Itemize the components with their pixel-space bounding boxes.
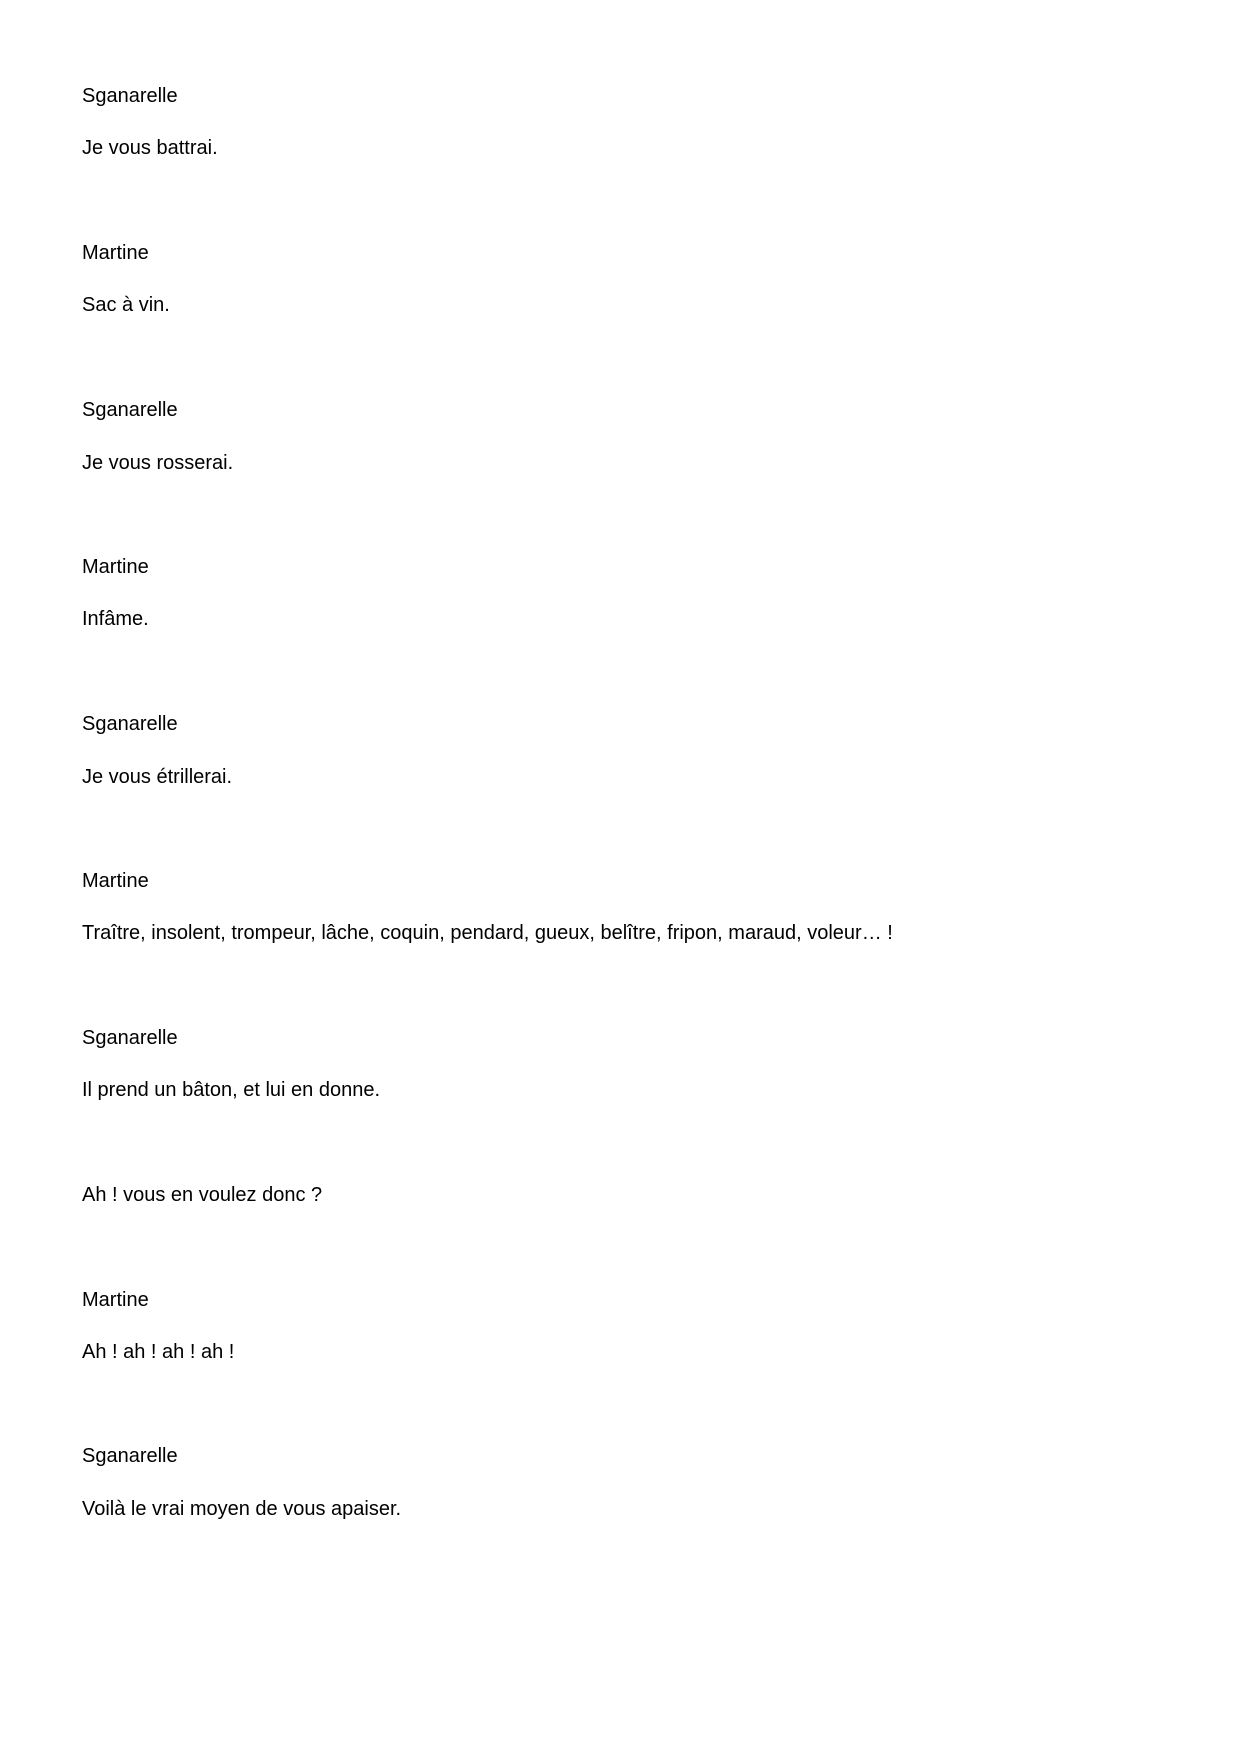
speech-line: Ah ! vous en voulez donc ? xyxy=(82,1184,323,1206)
speech-line: Sac à vin. xyxy=(82,294,170,316)
speaker-name: Martine xyxy=(82,242,149,264)
speech-line: Traître, insolent, trompeur, lâche, coquin, pendard, gueux, belître, fripon, maraud, voleur… ! xyxy=(82,922,893,944)
speaker-name: Martine xyxy=(82,1289,149,1311)
speech-line: Je vous battrai. xyxy=(82,137,218,159)
speaker-name: Sganarelle xyxy=(82,1445,178,1467)
speech-line: Je vous étrillerai. xyxy=(82,766,233,788)
speaker-name: Sganarelle xyxy=(82,85,178,107)
speech-line: Voilà le vrai moyen de vous apaiser. xyxy=(82,1498,402,1520)
speech-line: Infâme. xyxy=(82,608,149,630)
speaker-name: Martine xyxy=(82,556,149,578)
speech-line: Ah ! ah ! ah ! ah ! xyxy=(82,1341,235,1363)
speaker-name: Sganarelle xyxy=(82,399,178,421)
speech-line: Je vous rosserai. xyxy=(82,452,234,474)
speaker-name: Sganarelle xyxy=(82,1027,178,1049)
speaker-name: Sganarelle xyxy=(82,713,178,735)
stage-direction: Il prend un bâton, et lui en donne. xyxy=(82,1079,381,1101)
speaker-name: Martine xyxy=(82,870,149,892)
